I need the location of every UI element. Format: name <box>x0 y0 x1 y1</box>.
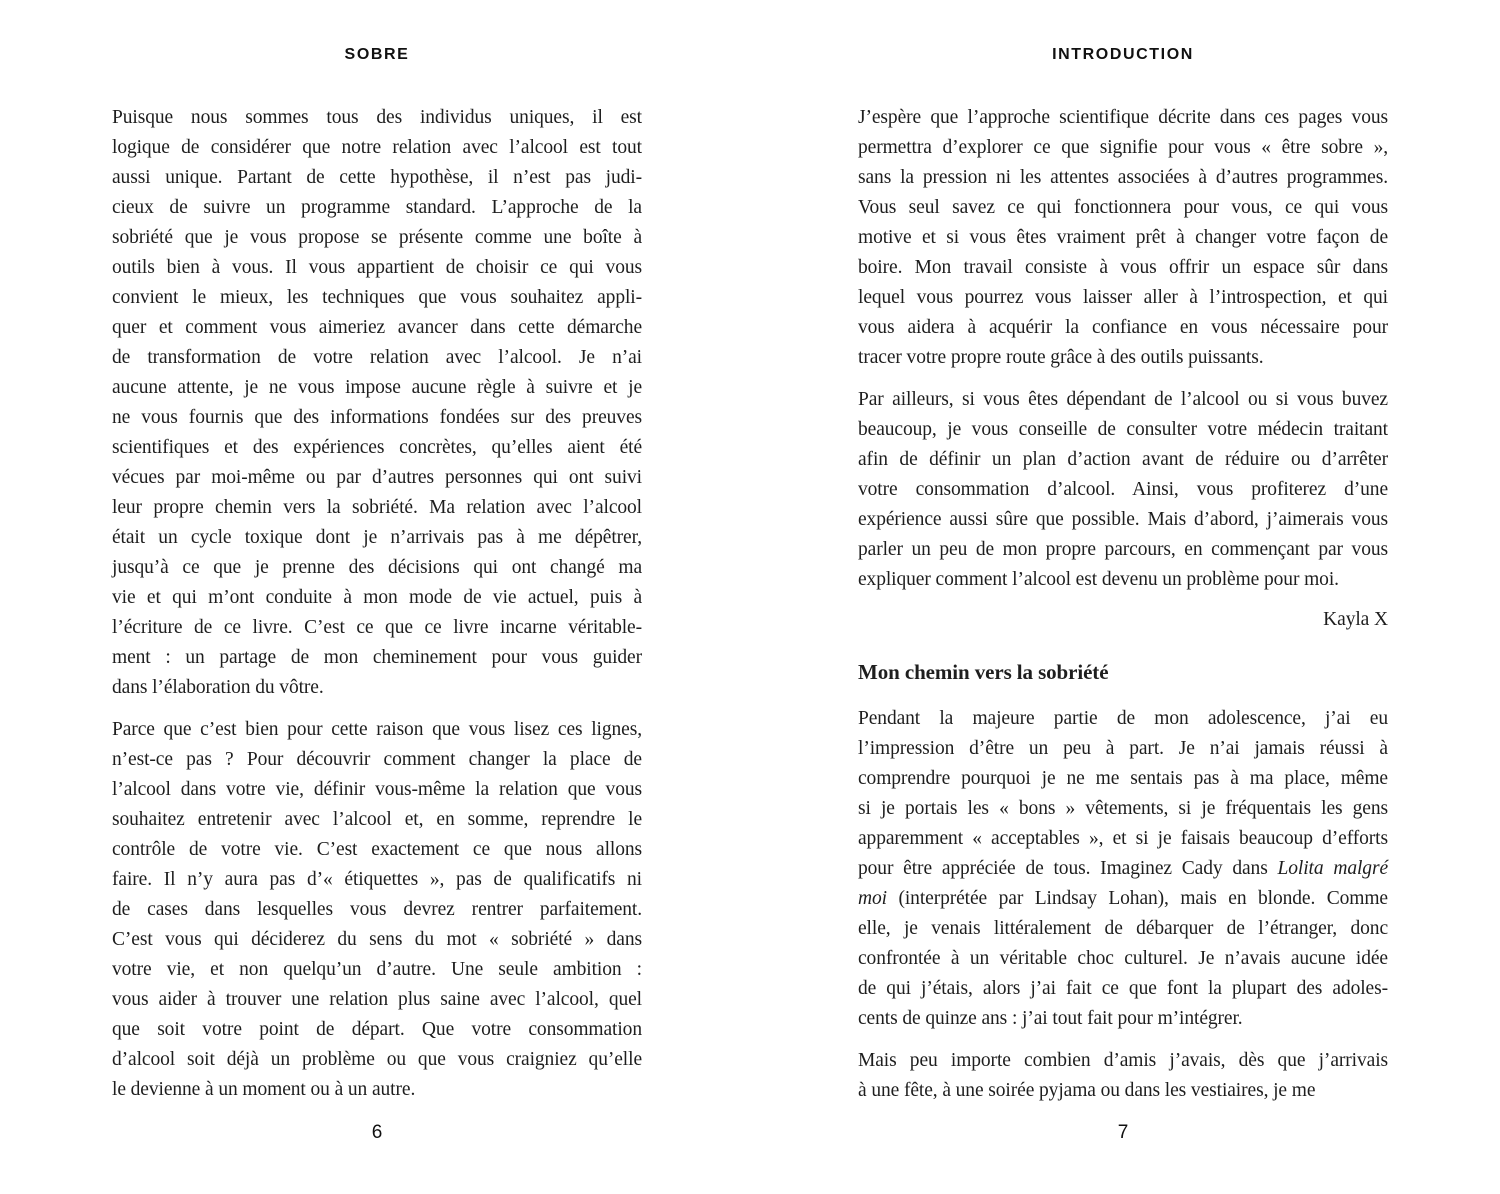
text-span: confrontée à un véritable choc culturel. Je n’avais aucune idée <box>858 948 1388 970</box>
text-line <box>112 253 642 283</box>
text-span: cents de quinze ans : j’ai tout fait pour m’intégrer. <box>858 1008 1243 1030</box>
text-line <box>858 734 1388 764</box>
text-span: sobriété que je vous propose se présente comme une boîte à <box>112 227 642 248</box>
text-span: expérience aussi sûre que possible. Mais d’abord, j’aimerais vous <box>858 509 1388 530</box>
paragraph <box>858 103 1388 373</box>
text-span: votre consommation d’alcool. Ainsi, vous profiterez d’une <box>858 479 1388 500</box>
text-line <box>112 643 642 673</box>
text-line <box>112 955 642 985</box>
body-text-left <box>112 103 642 1105</box>
text-line <box>112 583 642 613</box>
text-line <box>858 253 1388 283</box>
text-span: aucune attente, je ne vous impose aucune règle à suivre et je <box>112 377 642 398</box>
text-span: vous aidera à acquérir la confiance en vous nécessaire pour <box>858 317 1388 338</box>
text-line <box>112 673 642 703</box>
text-span: de cases dans lesquelles vous devrez rentrer parfaitement. <box>112 899 642 920</box>
paragraph <box>112 715 642 1105</box>
text-line <box>112 745 642 775</box>
text-span: souhaitez entretenir avec l’alcool et, en somme, reprendre le <box>112 809 642 830</box>
text-span: leur propre chemin vers la sobriété. Ma relation avec l’alcool <box>112 497 642 518</box>
text-span: Pendant la majeure partie de mon adolescence, j’ai eu <box>858 708 1388 730</box>
text-span: vécues par moi-même ou par d’autres personnes qui ont suivi <box>112 467 642 488</box>
text-line <box>858 223 1388 253</box>
text-span: si je portais les « bons » vêtements, si je fréquentais les gens <box>858 798 1388 820</box>
text-line <box>112 493 642 523</box>
text-span: jusqu’à ce que je prenne des décisions qui ont changé ma <box>112 557 642 578</box>
text-span: apparemment « acceptables », et si je faisais beaucoup d’efforts <box>858 828 1388 850</box>
text-line <box>858 445 1388 475</box>
page-right-column <box>858 0 1388 1194</box>
section-heading: Mon chemin vers la sobriété <box>858 660 1109 684</box>
text-span: Vous seul savez ce qui fonctionnera pour vous, ce qui vous <box>858 197 1388 218</box>
text-span: ne vous fournis que des informations fondées sur des preuves <box>112 407 642 428</box>
text-line <box>858 343 1388 373</box>
text-line <box>112 985 642 1015</box>
text-span: était un cycle toxique dont je n’arrivais pas à me dépêtrer, <box>112 527 642 548</box>
text-line <box>112 103 642 133</box>
text-span: à une fête, à une soirée pyjama ou dans les vestiaires, je me <box>858 1080 1316 1102</box>
text-span: tracer votre propre route grâce à des outils puissants. <box>858 347 1264 368</box>
text-span: l’alcool dans votre vie, définir vous-même la relation que vous <box>112 779 642 800</box>
page-left-column <box>112 0 642 1194</box>
text-line <box>112 223 642 253</box>
text-span: n’est-ce pas ? Pour découvrir comment changer la place de <box>112 749 642 770</box>
text-line <box>858 535 1388 565</box>
text-line <box>112 553 642 583</box>
text-span: logique de considérer que notre relation avec l’alcool est tout <box>112 137 642 158</box>
text-span: sans la pression ni les attentes associées à d’autres programmes. <box>858 167 1388 188</box>
text-span: elle, je venais littéralement de débarquer de l’étranger, donc <box>858 918 1388 940</box>
text-span: aussi unique. Partant de cette hypothèse, il n’est pas judi- <box>112 167 642 188</box>
text-span: (interprétée par Lindsay Lohan), mais en blonde. Comme <box>886 888 1388 910</box>
text-span: expliquer comment l’alcool est devenu un problème pour moi. <box>858 569 1339 590</box>
text-line <box>112 775 642 805</box>
text-span: vie et qui m’ont conduite à mon mode de vie actuel, puis à <box>112 587 642 608</box>
text-line <box>858 974 1388 1004</box>
running-head-left: SOBRE <box>344 46 410 63</box>
text-line <box>858 914 1388 944</box>
text-span: quer et comment vous aimeriez avancer dans cette démarche <box>112 317 642 338</box>
text-line <box>112 865 642 895</box>
text-span: dans l’élaboration du vôtre. <box>112 677 324 698</box>
paragraph <box>112 103 642 703</box>
text-line <box>112 1075 642 1105</box>
text-line <box>112 835 642 865</box>
text-span: contrôle de votre vie. C’est exactement ce que nous allons <box>112 839 642 860</box>
body-text-right <box>858 103 1388 1106</box>
text-span: permettra d’explorer ce que signifie pour vous « être sobre », <box>858 137 1388 158</box>
text-line <box>112 805 642 835</box>
text-line <box>112 193 642 223</box>
page-right <box>750 0 1500 1194</box>
text-line <box>858 283 1388 313</box>
text-line <box>858 854 1388 884</box>
text-line <box>858 704 1388 734</box>
text-span: scientifiques et des expériences concrètes, qu’elles aient été <box>112 437 642 458</box>
text-span: Puisque nous sommes tous des individus uniques, il est <box>112 107 642 128</box>
text-line <box>858 764 1388 794</box>
text-line <box>858 193 1388 223</box>
text-line <box>858 103 1388 133</box>
text-line <box>858 794 1388 824</box>
text-span: vous aider à trouver une relation plus saine avec l’alcool, quel <box>112 989 642 1010</box>
text-line <box>112 523 642 553</box>
text-span: l’impression d’être un peu à part. Je n’ai jamais réussi à <box>858 738 1388 760</box>
text-span: le devienne à un moment ou à un autre. <box>112 1079 416 1100</box>
text-line <box>112 163 642 193</box>
text-line <box>112 613 642 643</box>
text-span: lequel vous pourrez vous laisser aller à l’introspection, et qui <box>858 287 1388 308</box>
italic-text: moi <box>858 888 887 910</box>
running-head-right: INTRODUCTION <box>1052 46 1194 63</box>
text-line <box>858 1046 1388 1076</box>
text-span: C’est vous qui déciderez du sens du mot « sobriété » dans <box>112 929 642 950</box>
text-span: faire. Il n’y aura pas d’« étiquettes », pas de qualificatifs ni <box>112 869 642 890</box>
text-span: l’écriture de ce livre. C’est ce que ce livre incarne véritable- <box>112 617 642 638</box>
text-line <box>858 313 1388 343</box>
text-line <box>858 884 1388 914</box>
text-line <box>858 475 1388 505</box>
text-line <box>858 1004 1388 1034</box>
text-span: que soit votre point de départ. Que votre consommation <box>112 1019 642 1040</box>
author-signature: Kayla X <box>1323 609 1388 630</box>
text-line <box>858 505 1388 535</box>
text-line <box>112 133 642 163</box>
text-line <box>858 944 1388 974</box>
text-line <box>112 925 642 955</box>
text-line <box>112 895 642 925</box>
text-line <box>112 373 642 403</box>
page-number-left: 6 <box>371 1122 383 1143</box>
text-span: Mais peu importe combien d’amis j’avais, dès que j’arrivais <box>858 1050 1388 1072</box>
text-line <box>858 133 1388 163</box>
paragraph <box>858 1046 1388 1106</box>
text-line <box>112 715 642 745</box>
text-line <box>858 415 1388 445</box>
text-line <box>112 433 642 463</box>
text-span: Par ailleurs, si vous êtes dépendant de l’alcool ou si vous buvez <box>858 389 1388 410</box>
text-line <box>112 283 642 313</box>
text-span: Parce que c’est bien pour cette raison que vous lisez ces lignes, <box>112 719 642 740</box>
text-line <box>858 385 1388 415</box>
text-span: comprendre pourquoi je ne me sentais pas à ma place, même <box>858 768 1388 790</box>
text-span: beaucoup, je vous conseille de consulter votre médecin traitant <box>858 419 1388 440</box>
paragraph <box>858 704 1388 1034</box>
text-span: pour être appréciée de tous. Imaginez Cady dans <box>858 858 1278 880</box>
text-span: de transformation de votre relation avec l’alcool. Je n’ai <box>112 347 642 368</box>
text-line <box>858 163 1388 193</box>
text-span: de qui j’étais, alors j’ai fait ce que font la plupart des adoles- <box>858 978 1388 1000</box>
text-line <box>112 343 642 373</box>
text-span: cieux de suivre un programme standard. L’approche de la <box>112 197 642 218</box>
text-line <box>112 403 642 433</box>
text-line <box>858 1076 1388 1106</box>
text-span: boire. Mon travail consiste à vous offrir un espace sûr dans <box>858 257 1388 278</box>
text-span: J’espère que l’approche scientifique décrite dans ces pages vous <box>858 107 1388 128</box>
text-span: ment : un partage de mon cheminement pour vous guider <box>112 647 642 668</box>
text-span: parler un peu de mon propre parcours, en commençant par vous <box>858 539 1388 560</box>
text-span: d’alcool soit déjà un problème ou que vous craigniez qu’elle <box>112 1049 642 1070</box>
page-number-right: 7 <box>1117 1122 1129 1143</box>
text-line <box>112 463 642 493</box>
text-line <box>112 313 642 343</box>
text-span: convient le mieux, les techniques que vous souhaitez appli- <box>112 287 642 308</box>
paragraph <box>858 385 1388 595</box>
text-span: motive et si vous êtes vraiment prêt à changer votre façon de <box>858 227 1388 248</box>
text-span: votre vie, et non quelqu’un d’autre. Une seule ambition : <box>112 959 642 980</box>
text-line <box>858 824 1388 854</box>
italic-text: Lolita malgré <box>1277 858 1389 880</box>
text-line <box>112 1015 642 1045</box>
text-line <box>858 565 1388 595</box>
text-line <box>112 1045 642 1075</box>
text-span: outils bien à vous. Il vous appartient de choisir ce qui vous <box>112 257 642 278</box>
text-span: afin de définir un plan d’action avant de réduire ou d’arrêter <box>858 449 1388 470</box>
